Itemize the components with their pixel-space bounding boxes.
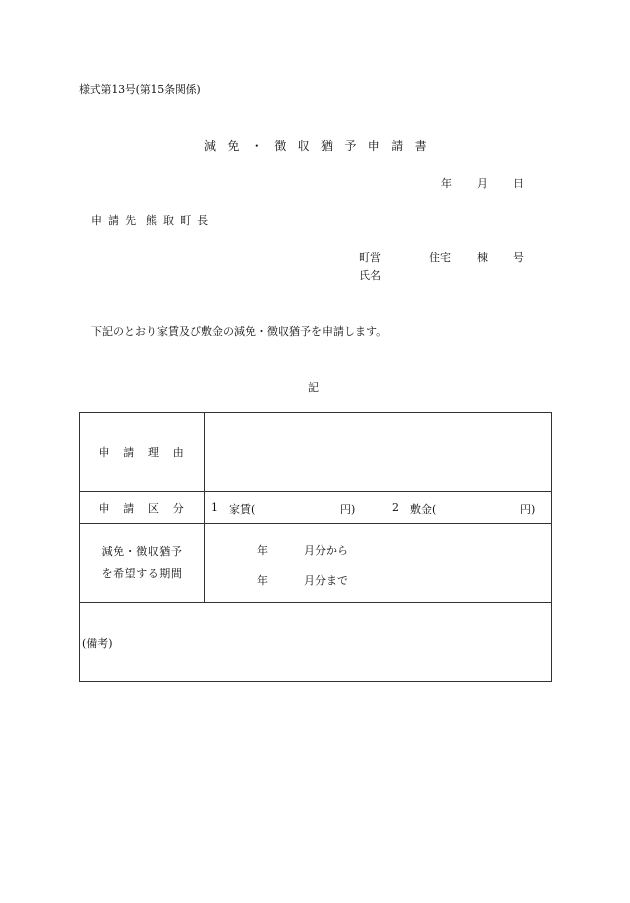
- period-label-line1: 減免・徴収猶予: [101, 545, 183, 558]
- applicant-number: 号: [513, 251, 524, 264]
- reason-label: 申請理由: [98, 446, 198, 459]
- period-from-year: 年: [257, 544, 268, 557]
- period-to-year: 年: [257, 574, 268, 587]
- statement: 下記のとおり家賃及び敷金の減免・徴収猶予を申請します。: [91, 325, 388, 338]
- document-title: 減免・徴収猶予申請書: [204, 139, 439, 153]
- recipient-label: 申請先: [91, 214, 143, 227]
- remarks-label: (備考): [82, 637, 113, 650]
- category-value-cell[interactable]: [205, 492, 552, 524]
- period-label-cell: [80, 524, 205, 603]
- remarks-row: [80, 603, 552, 682]
- recipient-name: 熊取町長: [146, 214, 215, 227]
- period-from-month: 月分から: [304, 544, 348, 557]
- period-value-cell[interactable]: [205, 524, 552, 603]
- remarks-cell[interactable]: [80, 603, 552, 682]
- category-item2-unit: 円): [520, 503, 536, 516]
- applicant-housing-prefix: 町営: [359, 251, 381, 264]
- applicant-housing: 住宅: [429, 251, 451, 264]
- category-label: 申請区分: [98, 501, 198, 515]
- category-item1-num: 1: [211, 501, 218, 514]
- reason-label-cell: [80, 413, 205, 492]
- category-label-cell: [80, 492, 205, 524]
- date-month: 月: [477, 177, 488, 190]
- period-to-month: 月分まで: [304, 574, 348, 587]
- date-year: 年: [441, 177, 452, 190]
- reason-value-cell[interactable]: [205, 413, 552, 492]
- applicant-name-label: 氏名: [359, 269, 381, 282]
- category-item2-label: 敷金(: [410, 503, 437, 516]
- form-number: 様式第13号(第15条関係): [79, 83, 201, 96]
- applicant-building: 棟: [477, 251, 488, 264]
- reason-row: [80, 413, 552, 492]
- category-row: [80, 492, 552, 524]
- date-day: 日: [513, 177, 524, 190]
- period-row: [80, 524, 552, 603]
- category-item1-unit: 円): [340, 503, 356, 516]
- period-label-line2: を希望する期間: [101, 567, 183, 580]
- category-item1-label: 家賃(: [229, 503, 256, 516]
- category-item2-num: 2: [392, 501, 399, 514]
- application-table: [79, 412, 552, 682]
- note-heading: 記: [308, 381, 319, 394]
